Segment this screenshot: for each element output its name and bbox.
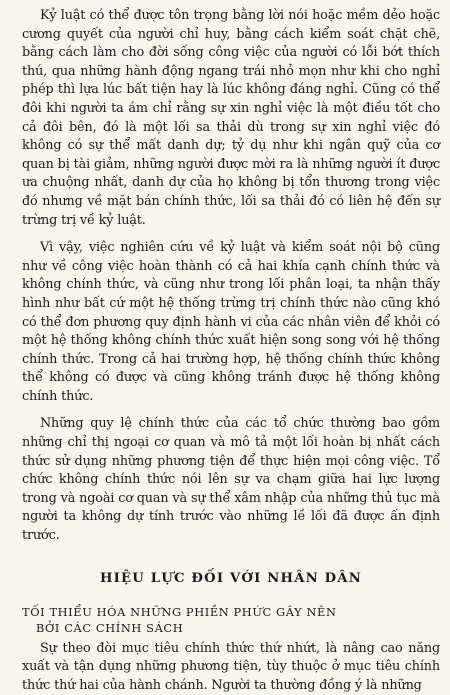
subheading <box>22 604 440 636</box>
paragraph-formal-rules: Những quy lệ chính thức của các tổ chức thường bao gồm những chỉ thị ngoại cơ quan và mô tả một lối hoàn bị nhất cách thức sử dụng những phương tiện để thực hiện mọi công việc. Tổ chức không chính thức nói lên sự va chạm giữa hai lực lượng trong và ngoài cơ quan và sự thể xâm nhập của những thủ tục mà người ta không dự tính trước vào những lề lối đã được ấn định trước. <box>22 416 440 544</box>
paragraph-internal-control: Vì vậy, việc nghiên cứu về kỷ luật và kiểm soát nội bộ cũng như về công việc hoàn thành có cả hai khía cạnh chính thức và không chính thức, và cũng như trong lối phân loại, ta nhận thấy hình như bất cứ một hệ thống trừng trị chính thức nào cũng khó có thể đơn phương quy định hành vi của các nhân viên để khỏi có một hệ thống không chính thức xuất hiện song song với hệ thống chính thức. Trong cả hai trường hợp, hệ thống chính thức không thể không có được và cũng không tránh được hệ thống không chính thức. <box>22 240 440 404</box>
paragraph-discipline: Kỷ luật có thể được tôn trọng bằng lời nói hoặc mềm dẻo hoặc cương quyết của người chỉ huy, bằng cách kiểm soát chặt chẽ, bằng cách làm cho đời sống công việc của người có lỗi bớt thích thú, qua những hành động ngang trái nhỏ mọn như khi cho nghỉ phép thì lựa lúc bất tiện hay là lúc không đáng nghỉ. Cũng có thể đôi khi người ta ám chỉ rằng sự xin nghỉ việc là một điều tốt cho cả đôi bên, đó là một lối sa thải dù trong sự xin nghỉ việc đó không có sự thể mất danh dự; tỷ dụ như khi ngân quỹ của cơ quan bị tài giảm, những người được mời ra là những người ít được ưa chuộng nhất, danh dự của họ không bị tổn thương trong việc đó nhưng về mặt bán chính thức, lối sa thải đó có liên hệ đến sự trừng trị về kỷ luật. <box>22 8 440 228</box>
section-heading: HIỆU LỰC ĐỐI VỚI NHÂN DÂN <box>100 570 362 586</box>
subheading-line-1: TỐI THIỂU HÓA NHỮNG PHIỀN PHỨC GÂY NÊN <box>22 604 337 619</box>
subheading-line-2: BỞI CÁC CHÍNH SÁCH <box>36 620 184 635</box>
paragraph-final: Sự theo đòi mục tiêu chính thức thứ nhứt, là nâng cao năng xuất và tận dụng những phương tiện, tùy thuộc ở mục tiêu chính thức thứ hai của hành chánh. Người ta thường đồng ý là những <box>22 640 440 693</box>
